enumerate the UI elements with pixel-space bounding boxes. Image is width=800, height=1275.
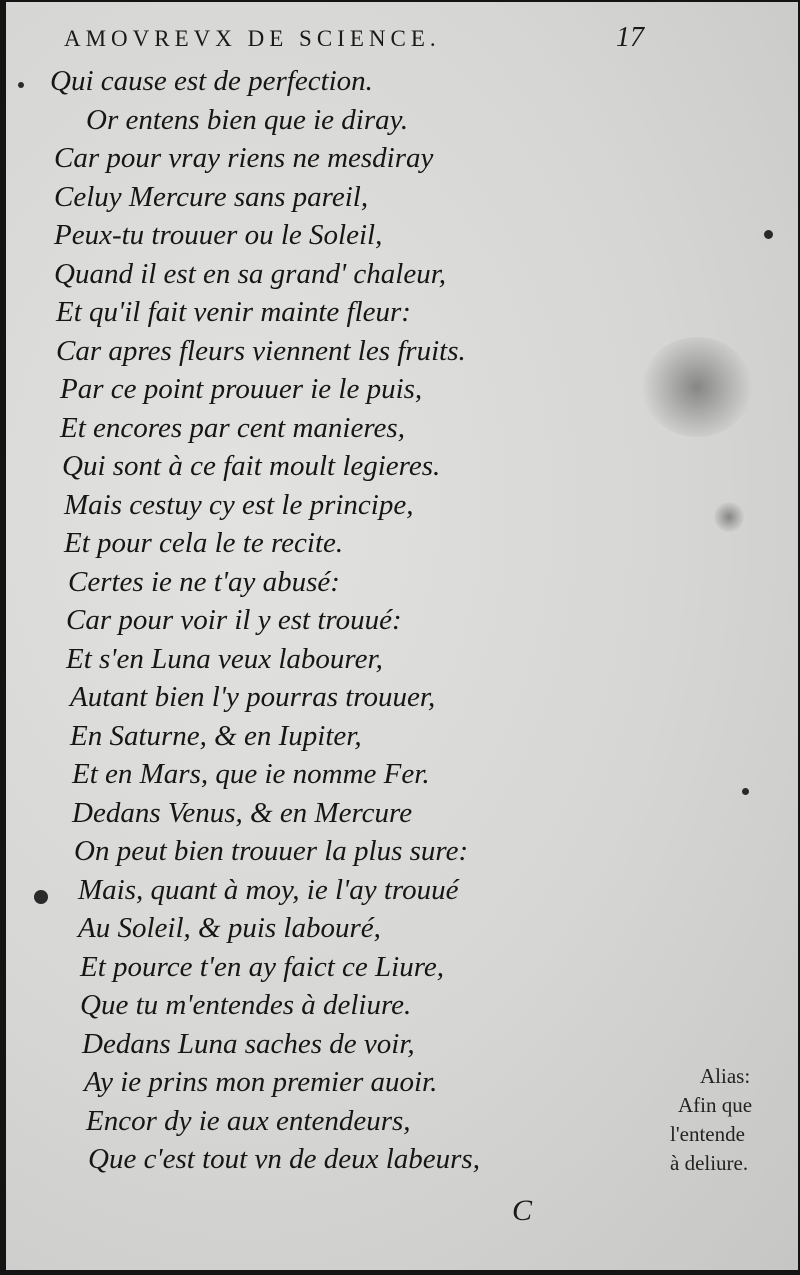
- ink-speck: [34, 890, 48, 904]
- verse-line: Et pource t'en ay faict ce Liure,: [80, 950, 445, 983]
- verse-line: Par ce point prouuer ie le puis,: [60, 373, 423, 405]
- verse-line: Ay ie prins mon premier auoir.: [84, 1066, 438, 1098]
- catchword: C: [512, 1194, 533, 1227]
- verse-line: Or entens bien que ie diray.: [86, 103, 409, 136]
- verse-line: Quand il est en sa grand' chaleur,: [54, 257, 447, 290]
- page-header: [64, 22, 644, 54]
- ink-speck: [18, 82, 24, 88]
- verse-line: Dedans Venus, & en Mercure: [72, 796, 413, 829]
- verse-line: Car pour vray riens ne mesdiray: [54, 142, 434, 174]
- ink-speck: [742, 788, 749, 795]
- margin-note-line: Alias:: [700, 1064, 751, 1088]
- verse-line: Encor dy ie aux entendeurs,: [86, 1104, 411, 1137]
- margin-note-line: l'entende: [670, 1122, 745, 1146]
- verse-line: Car apres fleurs viennent les fruits.: [56, 334, 466, 367]
- verse-line: Et en Mars, que ie nomme Fer.: [72, 758, 430, 790]
- margin-note: [670, 1062, 798, 1178]
- ink-speck: [764, 230, 773, 239]
- verse-line: Mais, quant à moy, ie l'ay trouué: [78, 873, 459, 906]
- verse-line: Au Soleil, & puis labouré,: [78, 912, 381, 944]
- verse-line: Certes ie ne t'ay abusé:: [68, 565, 340, 598]
- verse-line: Mais cestuy cy est le principe,: [64, 488, 414, 521]
- verse-line: Qui sont à ce fait moult legieres.: [62, 450, 441, 482]
- verse-line: Que c'est tout vn de deux labeurs,: [88, 1143, 480, 1175]
- margin-note-line: à deliure.: [670, 1151, 749, 1175]
- verse-text: [50, 62, 480, 1179]
- page-number: 17: [616, 22, 644, 53]
- verse-line: Et encores par cent manieres,: [60, 411, 405, 444]
- verse-line: Car pour voir il y est trouué:: [66, 604, 402, 636]
- verse-line: Celuy Mercure sans pareil,: [54, 180, 369, 213]
- verse-line: Autant bien l'y pourras trouuer,: [70, 681, 436, 713]
- verse-line: Qui cause est de perfection.: [50, 65, 373, 97]
- book-page: [6, 2, 798, 1270]
- verse-line: On peut bien trouuer la plus sure:: [74, 835, 469, 867]
- verse-line: Dedans Luna saches de voir,: [82, 1027, 415, 1060]
- verse-line: Et pour cela le te recite.: [64, 527, 344, 559]
- verse-line: Que tu m'entendes à deliure.: [80, 989, 412, 1021]
- running-title: AMOVREVX DE SCIENCE.: [64, 26, 441, 51]
- paper-stain: [642, 337, 752, 437]
- verse-line: Et qu'il fait venir mainte fleur:: [56, 296, 411, 328]
- verse-line: Et s'en Luna veux labourer,: [66, 642, 383, 675]
- paper-stain: [714, 502, 744, 532]
- margin-note-line: Afin que: [678, 1093, 753, 1117]
- verse-line: En Saturne, & en Iupiter,: [70, 719, 362, 752]
- verse-line: Peux-tu trouuer ou le Soleil,: [54, 219, 383, 251]
